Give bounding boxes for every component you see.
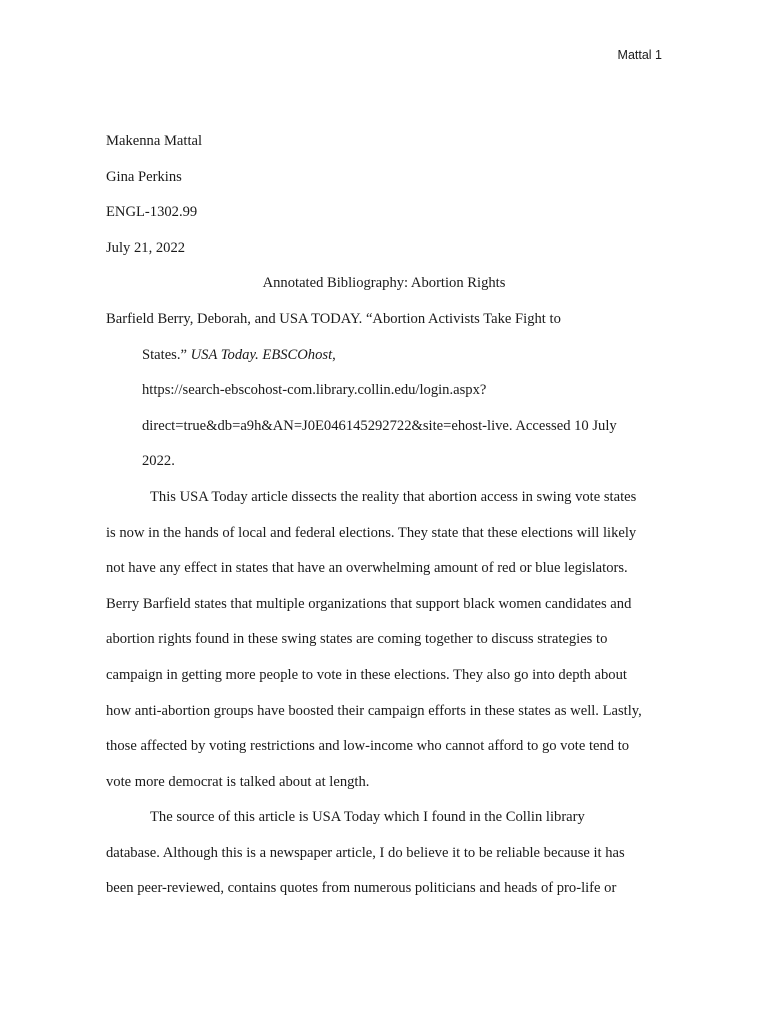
document-body: [106, 124, 662, 907]
paragraph-line: The source of this article is USA Today which I found in the Collin library: [150, 809, 585, 826]
student-name: Makenna Mattal: [106, 133, 203, 149]
paragraph-line: is now in the hands of local and federal elections. They state that these elections will likely: [106, 524, 637, 541]
citation-year-line: 2022.: [142, 453, 175, 470]
citation-line-1: Barfield Berry, Deborah, and USA TODAY. “Abortion Activists Take Fight to: [106, 310, 561, 327]
paragraph-line: abortion rights found in these swing states are coming together to discuss strategies to: [106, 631, 608, 648]
citation-source-italic: USA Today. EBSCOhost: [190, 346, 333, 363]
course-code: ENGL-1302.99: [106, 204, 198, 221]
paragraph-line: vote more democrat is talked about at length.: [106, 773, 370, 790]
instructor-name: Gina Perkins: [106, 168, 182, 185]
annotation-paragraph-2: [106, 800, 662, 907]
citation-comma: ,: [332, 346, 336, 363]
document-title: Annotated Bibliography: Abortion Rights: [262, 275, 506, 292]
citation-url-line: https://search-ebscohost-com.library.collin.edu/login.aspx?: [142, 382, 487, 399]
paragraph-line: those affected by voting restrictions and low-income who cannot afford to go vote tend to: [106, 738, 630, 755]
annotation-paragraph-1: [106, 480, 662, 800]
paragraph-line: Berry Barfield states that multiple organizations that support black women candidates and: [106, 595, 632, 612]
paragraph-line: This USA Today article dissects the reality that abortion access in swing vote states: [150, 488, 637, 505]
paragraph-line: how anti-abortion groups have boosted their campaign efforts in these states as well. Lastly,: [106, 702, 642, 719]
paragraph-line: not have any effect in states that have an overwhelming amount of red or blue legislators.: [106, 560, 628, 577]
paragraph-line: been peer-reviewed, contains quotes from numerous politicians and heads of pro-life or: [106, 880, 617, 897]
paragraph-line: campaign in getting more people to vote in these elections. They also go into depth about: [106, 666, 627, 683]
submission-date: July 21, 2022: [106, 239, 186, 256]
running-header: Mattal 1: [617, 48, 662, 62]
citation-line-2: [106, 338, 662, 374]
paragraph-line: database. Although this is a newspaper article, I do believe it to be reliable because it has: [106, 844, 625, 861]
citation-title-text: States.”: [142, 346, 191, 363]
citation-url-params-line: direct=true&db=a9h&AN=J0E046145292722&site=ehost-live. Accessed 10 July: [142, 417, 617, 434]
citation-entry: [106, 302, 662, 480]
